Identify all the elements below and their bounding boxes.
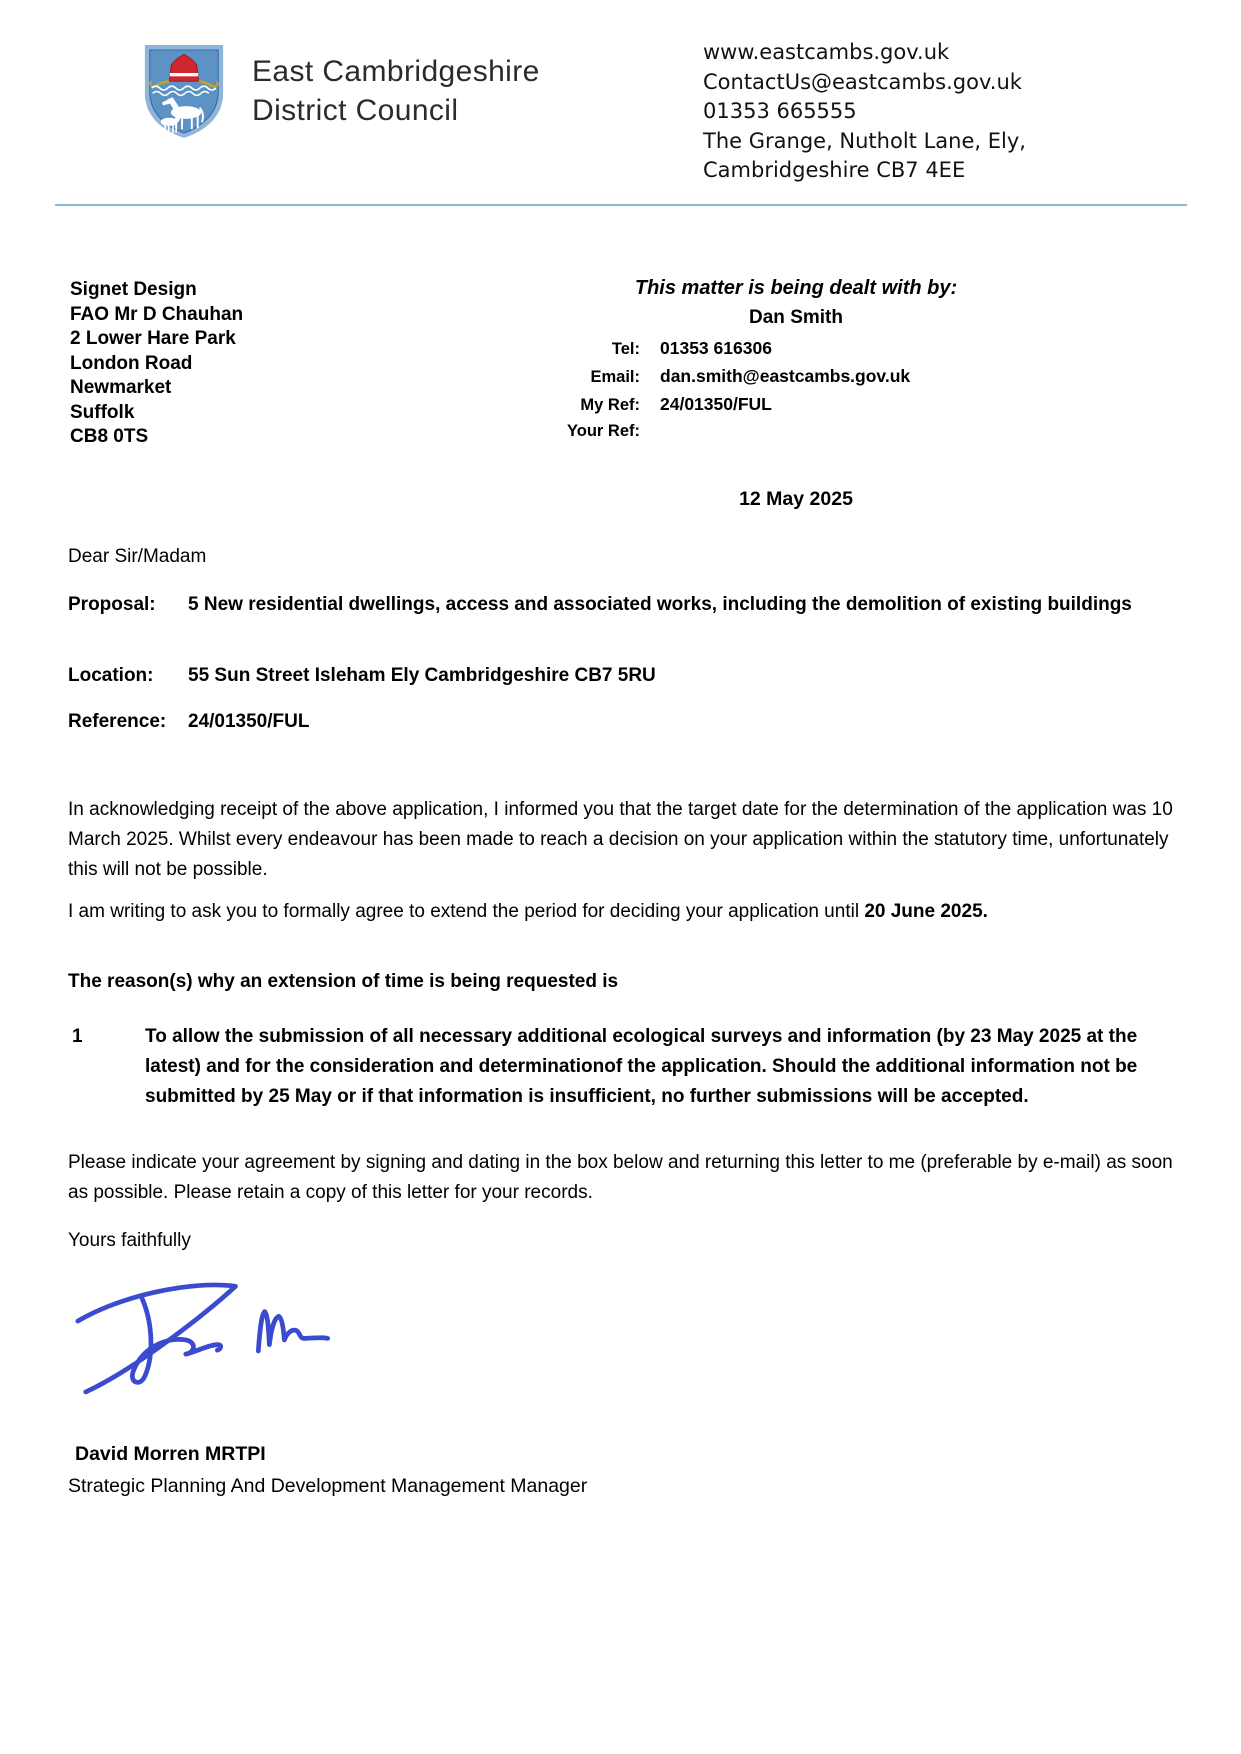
address-line: Signet Design (70, 279, 197, 300)
header-address-line2: Cambridgeshire CB7 4EE (703, 158, 966, 182)
recipient-address (70, 278, 243, 450)
detail-row-reference (68, 707, 1178, 736)
letter-date: 12 May 2025 (739, 488, 853, 510)
field-value: dan.smith@eastcambs.gov.uk (660, 366, 911, 386)
address-line: Newmarket (70, 377, 172, 398)
field-row-tel (560, 338, 1032, 366)
header-contact-block (703, 38, 1026, 186)
dealt-with-heading: This matter is being dealt with by: (634, 277, 958, 299)
salutation: Dear Sir/Madam (68, 546, 207, 567)
signature-ink-icon (66, 1272, 334, 1400)
org-name (252, 52, 540, 130)
header-divider (55, 204, 1187, 206)
header-phone: 01353 665555 (703, 99, 857, 123)
field-row-my-ref (560, 394, 1032, 422)
dealt-with-fields (560, 338, 1032, 450)
detail-row-location (68, 661, 1178, 690)
address-line: FAO Mr D Chauhan (70, 303, 244, 325)
field-label: Your Ref: (566, 422, 640, 440)
address-line: London Road (70, 352, 193, 374)
detail-label: Proposal: (68, 594, 156, 615)
council-crest-logo (140, 42, 228, 145)
reason-item-1 (72, 1022, 1162, 1112)
field-label: My Ref: (580, 396, 640, 414)
officer-name: Dan Smith (749, 307, 843, 328)
closing-valediction: Yours faithfully (68, 1230, 191, 1251)
field-value: 24/01350/FUL (660, 394, 772, 414)
detail-row-proposal (68, 590, 1178, 619)
detail-value: 5 New residential dwellings, access and associated works, including the demolition of existing buildings (188, 594, 1132, 615)
reason-text: To allow the submission of all necessary additional ecological surveys and information (by 23 May 2025 at the latest) and for the consideration and determinationof the application. Should the additional information not be submitted by 25 May or if that information is insufficient, no further submissions will be accepted. (145, 1026, 1138, 1107)
org-name-line2: District Council (252, 94, 459, 127)
header-email: ContactUs@eastcambs.gov.uk (703, 69, 1022, 94)
signatory-name: David Morren MRTPI (75, 1443, 266, 1465)
field-label: Email: (590, 368, 640, 386)
dealt-with-block (560, 277, 1032, 450)
reason-heading: The reason(s) why an extension of time is being requested is (68, 971, 619, 992)
detail-label: Location: (68, 665, 154, 686)
reason-number: 1 (72, 1026, 83, 1047)
org-name-line1: East Cambridgeshire (252, 55, 540, 88)
shield-icon (140, 42, 228, 140)
detail-label: Reference: (68, 711, 167, 732)
signature-image (66, 1272, 334, 1405)
body-paragraph-2: I am writing to ask you to formally agree to extend the period for deciding your application until 20 June 2025. (68, 901, 988, 922)
field-row-email (560, 366, 1032, 394)
address-line: CB8 0TS (70, 426, 149, 447)
detail-value: 24/01350/FUL (188, 711, 310, 732)
body-paragraph-3: Please indicate your agreement by signing and dating in the box below and returning this letter to me (preferable by e-mail) as soon as possible. Please retain a copy of this letter for your records. (68, 1152, 1173, 1203)
field-label: Tel: (611, 340, 640, 358)
field-value: 01353 616306 (660, 338, 772, 358)
signatory-title: Strategic Planning And Development Management Manager (68, 1475, 588, 1497)
header-website: www.eastcambs.gov.uk (703, 40, 950, 64)
header-address-line1: The Grange, Nutholt Lane, Ely, (703, 128, 1026, 153)
address-line: Suffolk (70, 401, 135, 423)
field-row-your-ref (560, 422, 1032, 450)
detail-value: 55 Sun Street Isleham Ely Cambridgeshire CB7 5RU (188, 665, 656, 686)
body-paragraph-1: In acknowledging receipt of the above application, I informed you that the target date for the determination of the application was 10 March 2025. Whilst every endeavour has been made to reach a decision on your application within the statutory time, unfortunately this will not be possible. (68, 799, 1173, 880)
address-line: 2 Lower Hare Park (70, 328, 236, 349)
